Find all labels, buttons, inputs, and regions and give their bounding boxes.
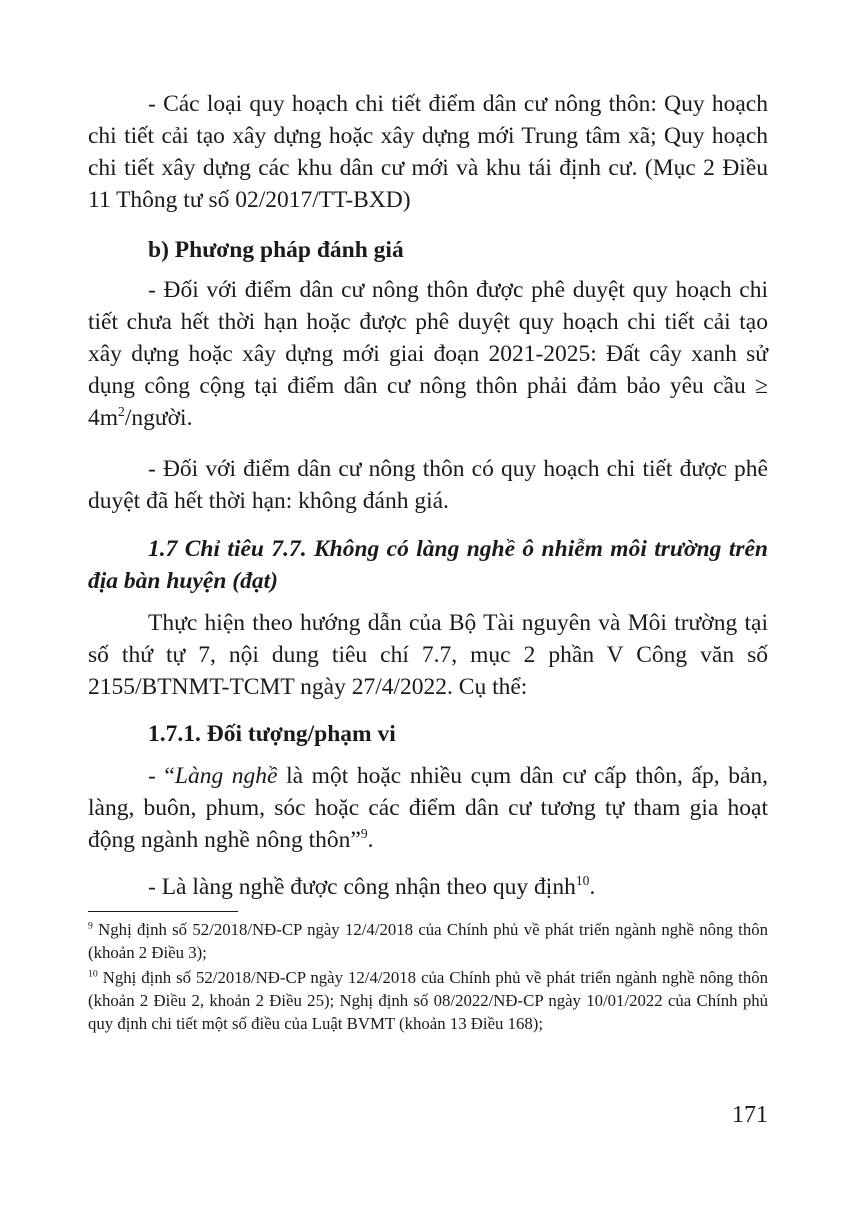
heading-criterion-7-7: 1.7 Chỉ tiêu 7.7. Không có làng nghề ô nhiễm môi trường trên địa bàn huyện (đạt) [88,536,768,594]
footnote-9 [88,918,768,964]
paragraph-implementation-guidance [88,607,768,703]
paragraph-text: - “ [148,763,175,789]
italic-term: Làng nghề [174,763,278,789]
paragraph-evaluation-criteria [88,274,768,434]
heading-scope: 1.7.1. Đối tượng/phạm vi [148,721,396,747]
paragraph-text: - Đối với điểm dân cư nông thôn được phê duyệt quy hoạch chi tiết chưa hết thời hạn hoặc được phê duyệt quy hoạch chi tiết cải tạo xây dựng hoặc xây dựng mới giai đoạn 2021-2025: Đất cây xanh sử dụng công cộng tại điểm dân cư nông thôn phải đảm bảo yêu cầu ≥ 4m [88,277,768,431]
paragraph-text: Thực hiện theo hướng dẫn của Bộ Tài nguyên và Môi trường tại số thứ tự 7, nội dung tiêu chí 7.7, mục 2 phần V Công văn số 2155/BTNMT-TCMT ngày 27/4/2022. Cụ thể: [88,610,768,700]
footnote-ref-9[interactable]: 9 [360,826,368,842]
footnote-ref-10[interactable]: 10 [575,873,590,889]
paragraph-text: . [589,874,596,900]
footnote-number: 9 [88,920,93,932]
paragraph-text: - Các loại quy hoạch chi tiết điểm dân cư nông thôn: Quy hoạch chi tiết cải tạo xây dựng hoặc xây dựng mới Trung tâm xã; Quy hoạch chi tiết xây dựng các khu dân cư mới và khu tái định cư. (Mục 2 Điều 11 Thông tư số 02/2017/TT-BXD) [88,91,768,213]
footnote-text: Nghị định số 52/2018/NĐ-CP ngày 12/4/2018 của Chính phủ về phát triển ngành nghề nông thôn (khoản 2 Điều 3); [88,920,768,962]
paragraph-text: - Là làng nghề được công nhận theo quy định [148,874,576,900]
footnote-text: Nghị định số 52/2018/NĐ-CP ngày 12/4/2018 của Chính phủ về phát triển ngành nghề nông thôn (khoản 2 Điều 2, khoản 2 Điều 25); Nghị định số 08/2022/NĐ-CP ngày 10/01/2022 của Chính phủ quy định chi tiết một số điều của Luật BVMT (khoản 13 Điều 168); [88,968,768,1033]
superscript: 2 [118,404,125,420]
page-number: 171 [732,1102,768,1128]
paragraph-planning-types [88,88,768,216]
paragraph-recognized-village [88,871,768,903]
paragraph-expired-plans [88,453,768,517]
footnote-number: 10 [88,968,98,980]
paragraph-craft-village-definition [88,760,768,856]
footnote-divider [88,911,238,912]
paragraph-text: . [367,827,374,853]
footnote-10 [88,966,768,1035]
paragraph-text: - Đối với điểm dân cư nông thôn có quy hoạch chi tiết được phê duyệt đã hết thời hạn: không đánh giá. [88,456,768,514]
paragraph-text: là một hoặc nhiều cụm dân cư cấp thôn, ấp, bản, làng, buôn, phum, sóc hoặc các điểm dân cư tương tự tham gia hoạt động ngành nghề nông thôn” [88,763,769,853]
heading-evaluation-method: b) Phương pháp đánh giá [148,237,404,263]
paragraph-text: /người. [124,405,193,431]
